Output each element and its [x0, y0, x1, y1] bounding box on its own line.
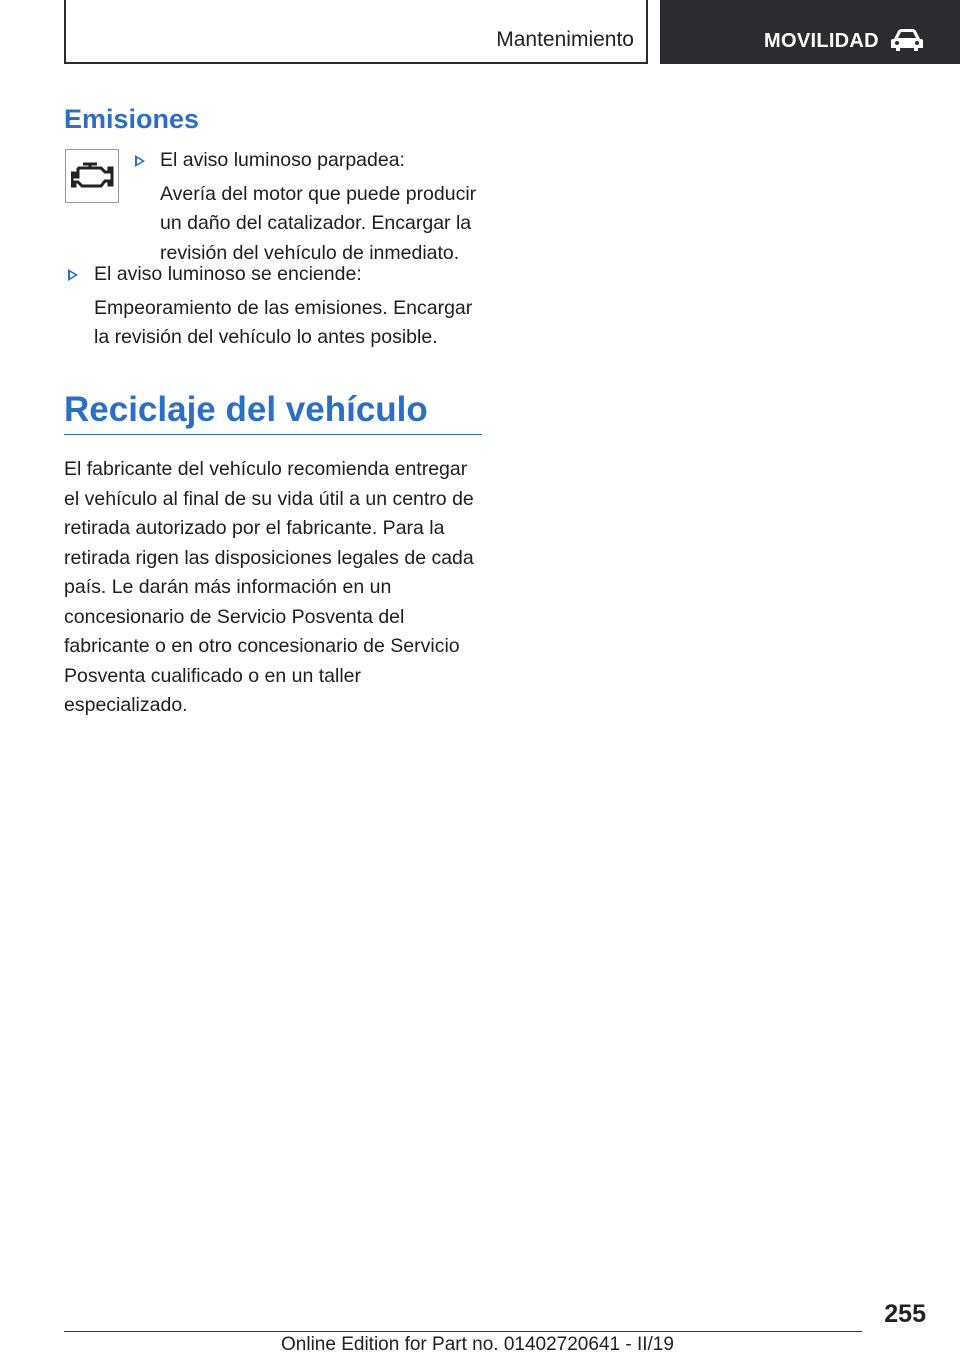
- header-chapter-box: [660, 0, 960, 64]
- heading-divider: [64, 434, 482, 435]
- page-number: 255: [884, 1300, 926, 1328]
- item-lead: El aviso luminoso parpadea:: [160, 149, 405, 171]
- footer-edition: Online Edition for Part no. 01402720641 - II/19: [281, 1334, 674, 1355]
- header-section-box: [64, 0, 648, 64]
- reciclaje-paragraph: El fabricante del vehículo recomienda entregar el vehículo al final de su vida útil a un centro de retirada autorizado por el fabricante. Para la retirada rigen las disposiciones legales de cada país. Le darán más información en un concesionario de Servicio Posventa del fabricante o en otro concesionario de Servicio Posventa cualificado o en un taller especializado.: [64, 458, 474, 716]
- item-description: Empeoramiento de las emisiones. Encargar la revisión del vehículo lo antes posible.: [94, 296, 473, 348]
- header-section-title: Mantenimiento: [496, 28, 634, 51]
- triangle-bullet-icon: [135, 155, 145, 167]
- item-description: Avería del motor que puede producir un daño del catalizador. Encargar la revisión del vehículo de inmediato.: [160, 182, 477, 264]
- footer-divider: [64, 1331, 862, 1332]
- section-title-emisiones: Emisiones: [64, 104, 200, 134]
- car-icon: [890, 27, 924, 53]
- header-chapter-title: MOVILIDAD: [764, 30, 879, 52]
- engine-warning-icon: [65, 149, 119, 203]
- section-title-reciclaje: Reciclaje del vehículo: [64, 390, 428, 429]
- item-lead: El aviso luminoso se enciende:: [94, 263, 362, 285]
- list-item: [118, 146, 488, 268]
- triangle-bullet-icon: [68, 269, 78, 281]
- list-item: [64, 260, 488, 353]
